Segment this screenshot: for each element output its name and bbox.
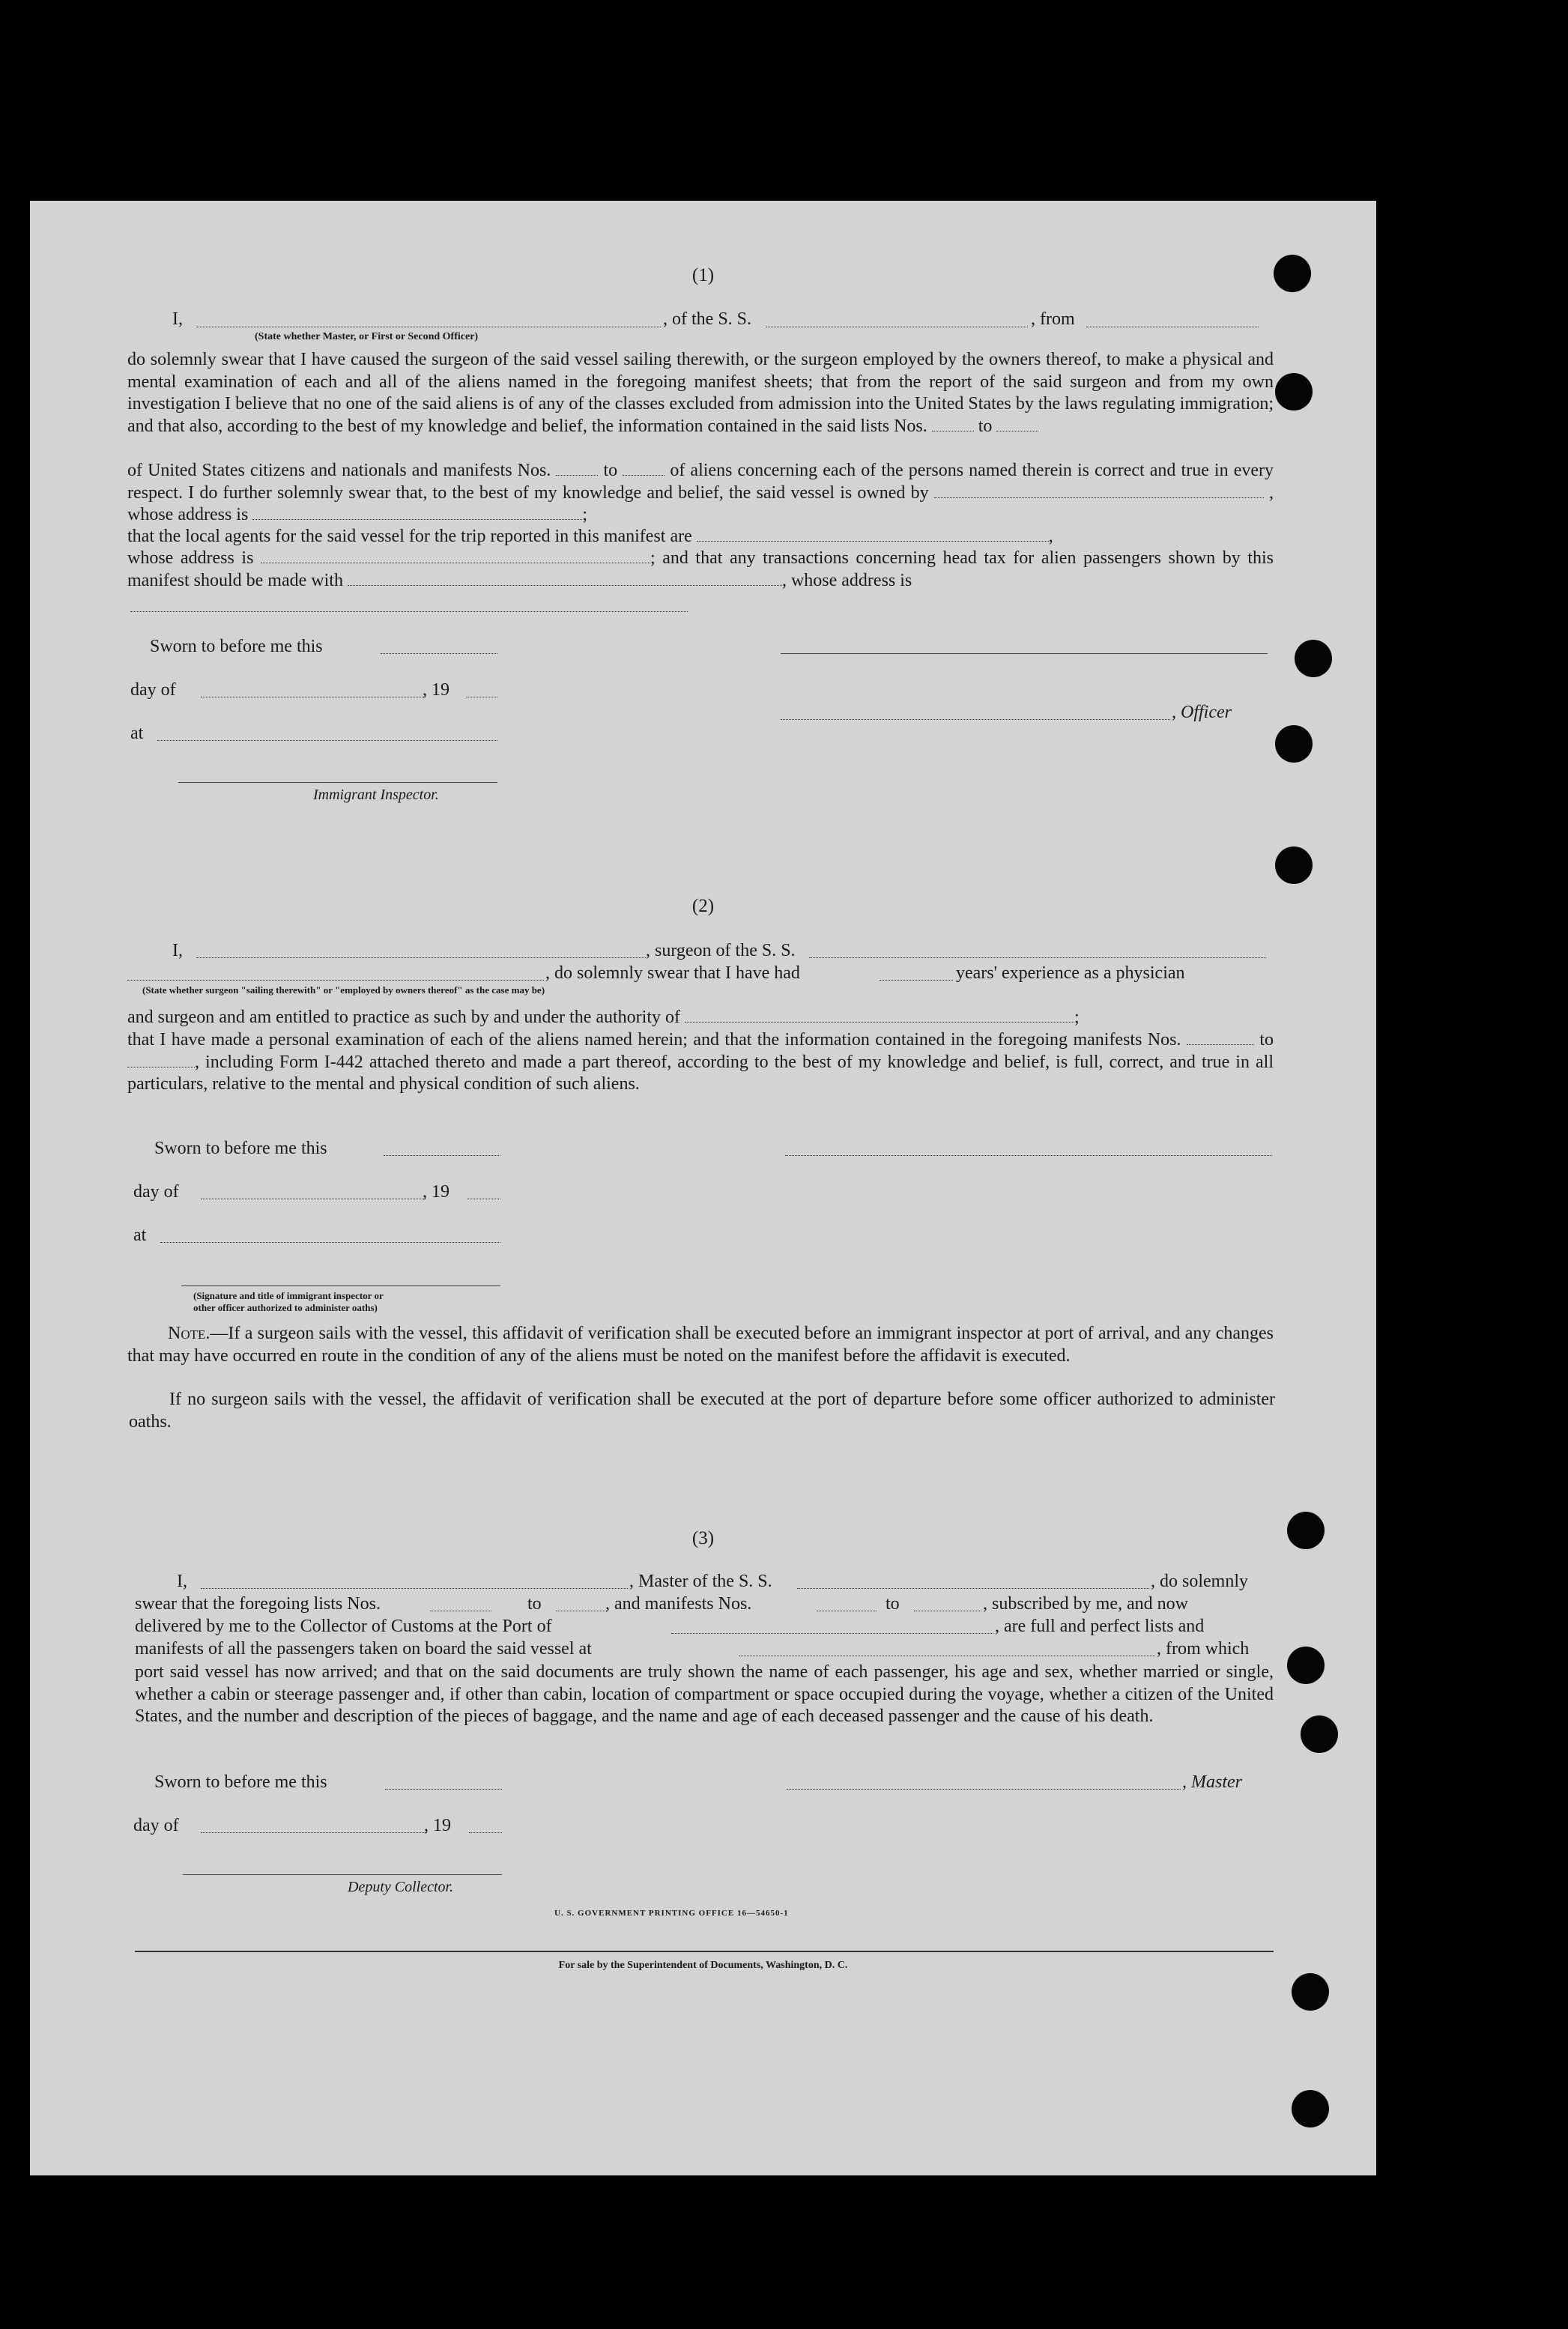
s2-sworn-line — [384, 1155, 500, 1156]
s3-day-line — [201, 1832, 427, 1833]
s3-from-which-label: , from which — [1157, 1639, 1250, 1659]
s2-paragraph-2: that I have made a personal examination of each of the aliens named herein; and that the information contained in the foregoing manifests Nos. to , including Form I-442 attached thereto and made a part thereof, according to the best of my knowledge and belief, is full, correct, and true in all particulars, relative to the mental and physical condition of such aliens. — [127, 1030, 1274, 1094]
s1-from-label: , from — [1031, 309, 1075, 329]
s3-taken-label: manifests of all the passengers taken on board the said vessel at — [135, 1639, 592, 1659]
s1-officer-note: (State whether Master, or First or Second Officer) — [255, 331, 479, 342]
s2-surgeon-type-line — [127, 980, 544, 981]
s2-paragraph-1: and surgeon and am entitled to practice as such by and under the authority of ; — [127, 1008, 1080, 1027]
s2-years-line — [880, 980, 953, 981]
s3-i-label: I, — [177, 1572, 187, 1591]
s2-year-label: , 19 — [423, 1182, 449, 1202]
s1-paragraph-2: of United States citizens and nationals and manifests Nos. to of aliens concerning each of the persons named therein is correct and true in every respect. I do further solemnly swear that, to the best of my knowledge and belief, the said vessel is owned by , whose address is ; — [127, 461, 1274, 524]
s1-at-line — [157, 740, 497, 741]
s3-manifests-to-label: to — [886, 1594, 900, 1614]
s3-day-of-label: day of — [133, 1816, 179, 1835]
s3-year-label: , 19 — [424, 1816, 451, 1835]
punch-hole-7 — [1287, 1647, 1325, 1684]
s3-ship-line — [797, 1588, 1149, 1589]
s1-i-label: I, — [172, 309, 183, 329]
s1-at-label: at — [130, 724, 144, 743]
s3-do-solemnly-label: , do solemnly — [1151, 1572, 1248, 1591]
s1-year-label: , 19 — [423, 680, 449, 700]
punch-hole-5 — [1275, 847, 1313, 884]
punch-hole-9 — [1292, 1973, 1329, 2011]
s3-full-lists-label: , are full and perfect lists and — [995, 1617, 1205, 1636]
s1-day-of-label: day of — [130, 680, 176, 700]
s2-i-label: I, — [172, 941, 183, 960]
s2-surgeon-note: (State whether surgeon "sailing therewith" or "employed by owners thereof" as the case may be) — [142, 984, 545, 996]
punch-hole-10 — [1292, 2090, 1329, 2127]
s3-deputy-line — [183, 1874, 502, 1875]
s3-master-label: , Master — [1182, 1772, 1242, 1792]
s1-officer-label: , Officer — [1172, 703, 1232, 722]
punch-hole-8 — [1301, 1715, 1338, 1753]
s2-sworn-label: Sworn to before me this — [154, 1139, 327, 1158]
s1-paragraph-1: do solemnly swear that I have caused the surgeon of the said vessel sailing therewith, or the surgeon employed by the owners thereof, to make a physical and mental examination of each and all of the aliens named in the foregoing manifest sheets; that from the report of the said surgeon and from my own investigation I believe that no one of the said aliens is of any of the classes excluded from admission into the United States by the laws regulating immigration; and that also, according to the best of my knowledge and belief, the information contained in the said lists Nos. to — [127, 350, 1274, 436]
s2-surgeon-of-label: , surgeon of the S. S. — [646, 941, 796, 960]
s2-inspector-line — [181, 1285, 500, 1286]
s1-officer-line — [781, 719, 1170, 720]
s1-signature-line — [781, 653, 1268, 654]
s1-inspector-label: Immigrant Inspector. — [313, 787, 439, 803]
s2-years-label: years' experience as a physician — [956, 963, 1185, 983]
s3-paragraph-4: port said vessel has now arrived; and that on the said documents are truly shown the name of each passenger, his age and sex, whether married or single, whether a cabin or steerage passenger and, if other than cabin, location of compartment or space occupied during the voyage, whether a citizen of the United States, and the number and description of the pieces of baggage, and the name and age of each deceased passenger and the cause of his death. — [135, 1662, 1274, 1726]
s2-note-1: Note.—If a surgeon sails with the vessel, this affidavit of verification shall be executed before an immigrant inspector at port of arrival, and any changes that may have occurred en route in the condition of any of the aliens must be noted on the manifest before the affidavit is executed. — [127, 1324, 1274, 1366]
s1-address-line — [130, 611, 688, 612]
s3-manifests-label: , and manifests Nos. — [605, 1594, 752, 1614]
s1-inspector-line — [178, 782, 497, 783]
form-page — [30, 201, 1376, 2175]
for-sale-imprint: For sale by the Superintendent of Documents, Washington, D. C. — [558, 1960, 848, 1971]
punch-hole-4 — [1275, 725, 1313, 763]
section-2-heading: (2) — [691, 896, 715, 916]
s2-name-line — [196, 957, 646, 958]
s3-master-of-label: , Master of the S. S. — [629, 1572, 772, 1591]
s2-at-label: at — [133, 1226, 147, 1245]
s3-lists-label: swear that the foregoing lists Nos. — [135, 1594, 381, 1614]
s3-port-label: delivered by me to the Collector of Customs at the Port of — [135, 1617, 552, 1636]
s2-signature-note-1: (Signature and title of immigrant inspector or — [193, 1290, 384, 1301]
s1-paragraph-4: whose address is ; and that any transactions concerning head tax for alien passengers shown by this manifest should be made with , whose address is — [127, 548, 1274, 590]
punch-hole-2 — [1275, 373, 1313, 411]
s3-subscribed-label: , subscribed by me, and now — [983, 1594, 1188, 1614]
s1-paragraph-3: that the local agents for the said vessel for the trip reported in this manifest are , — [127, 527, 1053, 546]
s2-ship-line — [809, 957, 1266, 958]
s3-port-line — [671, 1633, 993, 1634]
s3-lists-to-label: to — [527, 1594, 542, 1614]
section-3-heading: (3) — [691, 1528, 715, 1548]
s3-name-line — [201, 1588, 628, 1589]
s1-of-ss-label: , of the S. S. — [663, 309, 752, 329]
printing-office-imprint: U. S. GOVERNMENT PRINTING OFFICE 16—54650-1 — [554, 1909, 789, 1918]
s1-sworn-line — [381, 653, 497, 654]
s2-swear-label: , do solemnly swear that I have had — [545, 963, 800, 983]
punch-hole-3 — [1295, 640, 1332, 677]
s2-signature-note-2: other officer authorized to administer oaths) — [193, 1302, 378, 1313]
s1-sworn-label: Sworn to before me this — [150, 637, 323, 656]
s3-deputy-label: Deputy Collector. — [348, 1879, 454, 1895]
section-1-heading: (1) — [691, 265, 715, 285]
s3-sworn-line — [385, 1789, 502, 1790]
footer-rule — [135, 1951, 1274, 1952]
s3-year-line — [469, 1832, 502, 1833]
s3-sworn-label: Sworn to before me this — [154, 1772, 327, 1792]
s2-note-2: If no surgeon sails with the vessel, the affidavit of verification shall be executed at the port of departure before some officer authorized to administer oaths. — [129, 1390, 1275, 1432]
s3-master-line — [787, 1789, 1181, 1790]
s2-signature-line — [785, 1155, 1272, 1156]
s2-at-line — [160, 1242, 500, 1243]
s2-day-of-label: day of — [133, 1182, 179, 1202]
